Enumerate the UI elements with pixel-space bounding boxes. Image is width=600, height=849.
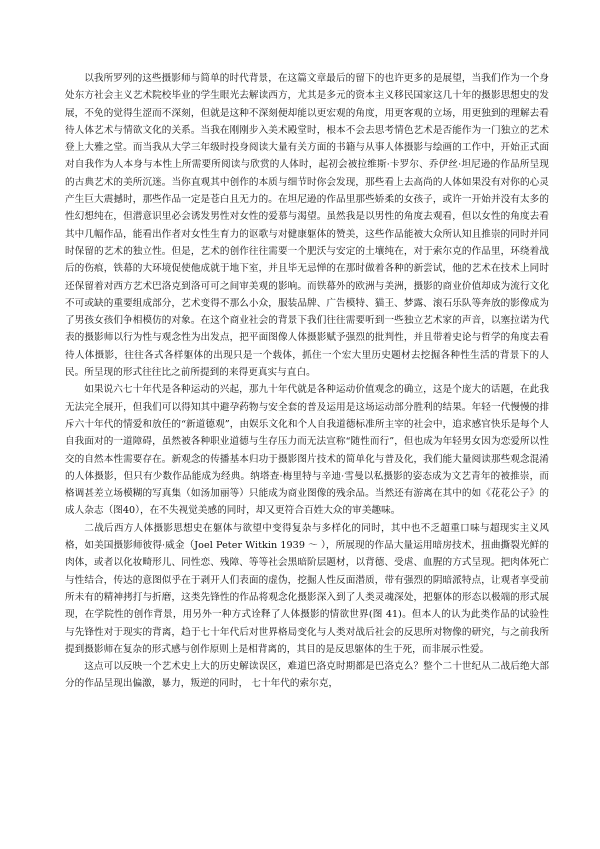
paragraph-2: 如果说六七十年代是各种运动的兴起，那九十年代就是各种运动价值观念的确立，这是个庞大的话题，在此我无法完全展开，但我们可以得知其中避孕药物与安全套的普及运用是这场运动部分胜利的结果。年轻一代慢慢的排斥六十年代的情爱和放任的“新道德观”，由娱乐文化和个人自我道德标准所主宰的社会中，追求感官快乐是每个人自我面对的一道障碍，虽然被各种职业道德与生存压力而无法宣称“随性而行”，但也成为年轻男女因为恋爱所以性交的自然本性需要存在。新观念的传播基本归功于摄影图片技术的简单化与普及化，我们能大量阅读那些观念混淆的人体摄影，但只有少数作品能成为经典。纳塔查·梅里特与辛迪·雪曼以私摄影的姿态成为文艺青年的被推崇，而格调甚差立场模糊的写真集（如汤加丽等）只能成为商业图像的残余品。当然还有游离在其中的如《花花公子》的成人杂志（图40），在不失视觉美感的同时，却又更符合百姓大众的审美趣味。 bbox=[65, 384, 549, 517]
paragraph-4: 这点可以反映一个艺术史上大的历史解读误区，难道巴洛克时期都是巴洛克么？整个二十世纪从二战后绝大部分的作品呈现出偏激，暴力，叛逆的同时， 七十年代的索尔克， bbox=[65, 661, 549, 690]
paragraph-1: 以我所罗列的这些摄影师与简单的时代背景，在这篇文章最后的留下的也许更多的是展望，当我们作为一个身处东方社会主义艺术院校毕业的学生眼光去解读西方，尤其是多元的资本主义移民国家这几十年的摄影思想史的发展，不免的觉得生涩而不深刻，但就是这种不深刻便却能以更宏观的角度，用更客观的立场，用更独到的理解去看待人体艺术与情欲文化的关系。当我在刚刚步入美术殿堂时，根本不会去思考情色艺术是否能作为一门独立的艺术登上大雅之堂。而当我从大学三年级时投身阅读大量有关方面的书籍与从事人体摄影与绘画的工作中，开始正式面对自我作为人本身与本性上所需要所阅读与欣赏的人体时，起初会被拉维斯·卡罗尔、乔伊丝·坦尼逊的作品所呈现的古典艺术的美所沉迷。当你直观其中创作的本质与细节时你会发现，那些看上去高尚的人体如果没有对你的心灵产生巨大震撼时，那些作品一定是苍白且无力的。在坦尼逊的作品里那些娇柔的女孩子，或许一开始并没有太多的性幻想纯在，但潜意识里必会诱发男性对女性的爱慕与渴望。虽然我是以男性的角度去观看，但以女性的角度去看其中几幅作品，能看出作者对女性生育力的讴歌与对健康躯体的赞美，这些作品能被大众所认知且推崇的同时并同时保留的艺术的独立性。但是，艺术的创作往往需要一个肥沃与安定的土壤纯在，对于索尔克的作品里，环绕着战后的伤痕，铁幕的大环境促使他成就于地下室，并且毕无忌惮的在那时做着各种的新尝试，他的艺术在技术上同时还保留着对西方艺术巴洛克到洛可可之间审美观的影响。而铁幕外的欧洲与美洲，摄影的商业价值却成为流行文化不可或缺的重要组成部分，艺术变得不那么小众，服装品牌、广告模特、猫王、梦露、滚石乐队等奔放的影像成为了男孩女孩们争相模仿的对象。在这个商业社会的背景下我们往往需要听到一些独立艺术家的声音，以塞拉诺为代表的摄影师以行为性与观念性为出发点，把平面图像人体摄影赋予强烈的批判性，并且带着史论与哲学的角度去看待人体摄影，往往各式各样躯体的出现只是一个载体，抓住一个宏大里历史题材去挖掘各种性生活的背景下的人民。所呈现的形式往往比之前所提到的来得更真实与直白。 bbox=[65, 73, 549, 379]
paragraph-3: 二战后西方人体摄影思想史在躯体与欲望中变得复杂与多样化的同时，其中也不乏超重口味与超现实主义风格，如美国摄影师彼得·威金（Joel Peter Witkin 1939 ～ ），所展现的作品大量运用暗房技术，扭曲撕裂光鲜的肉体，或者以化妆畸形儿、同性恋、残障、等等社会黑暗阶层题材，以背德、受虐、血腥的方式呈现。把肉体死亡与性结合，传达的意图似乎在于剥开人们表面的虚伪，挖掘人性反面潜质，带有强烈的阴暗派特点，让观者享受前所未有的精神拷打与折磨，这类先锋性的作品将观念化摄影深入到了人类灵魂深处，把躯体的形态以极端的形式展现，在学院性的创作背景，用另外一种方式诠释了人体摄影的情欲世界(图 41)。但本人的认为此类作品的试验性与先锋性对于现实的背离，趋于七十年代后对世界格局变化与人类对战后社会的反思所对物像的研究，与之前我所提到摄影师在复杂的形式感与创作原则上是相背离的，其目的是反思躯体的生于死，而非展示性爱。 bbox=[65, 522, 549, 655]
